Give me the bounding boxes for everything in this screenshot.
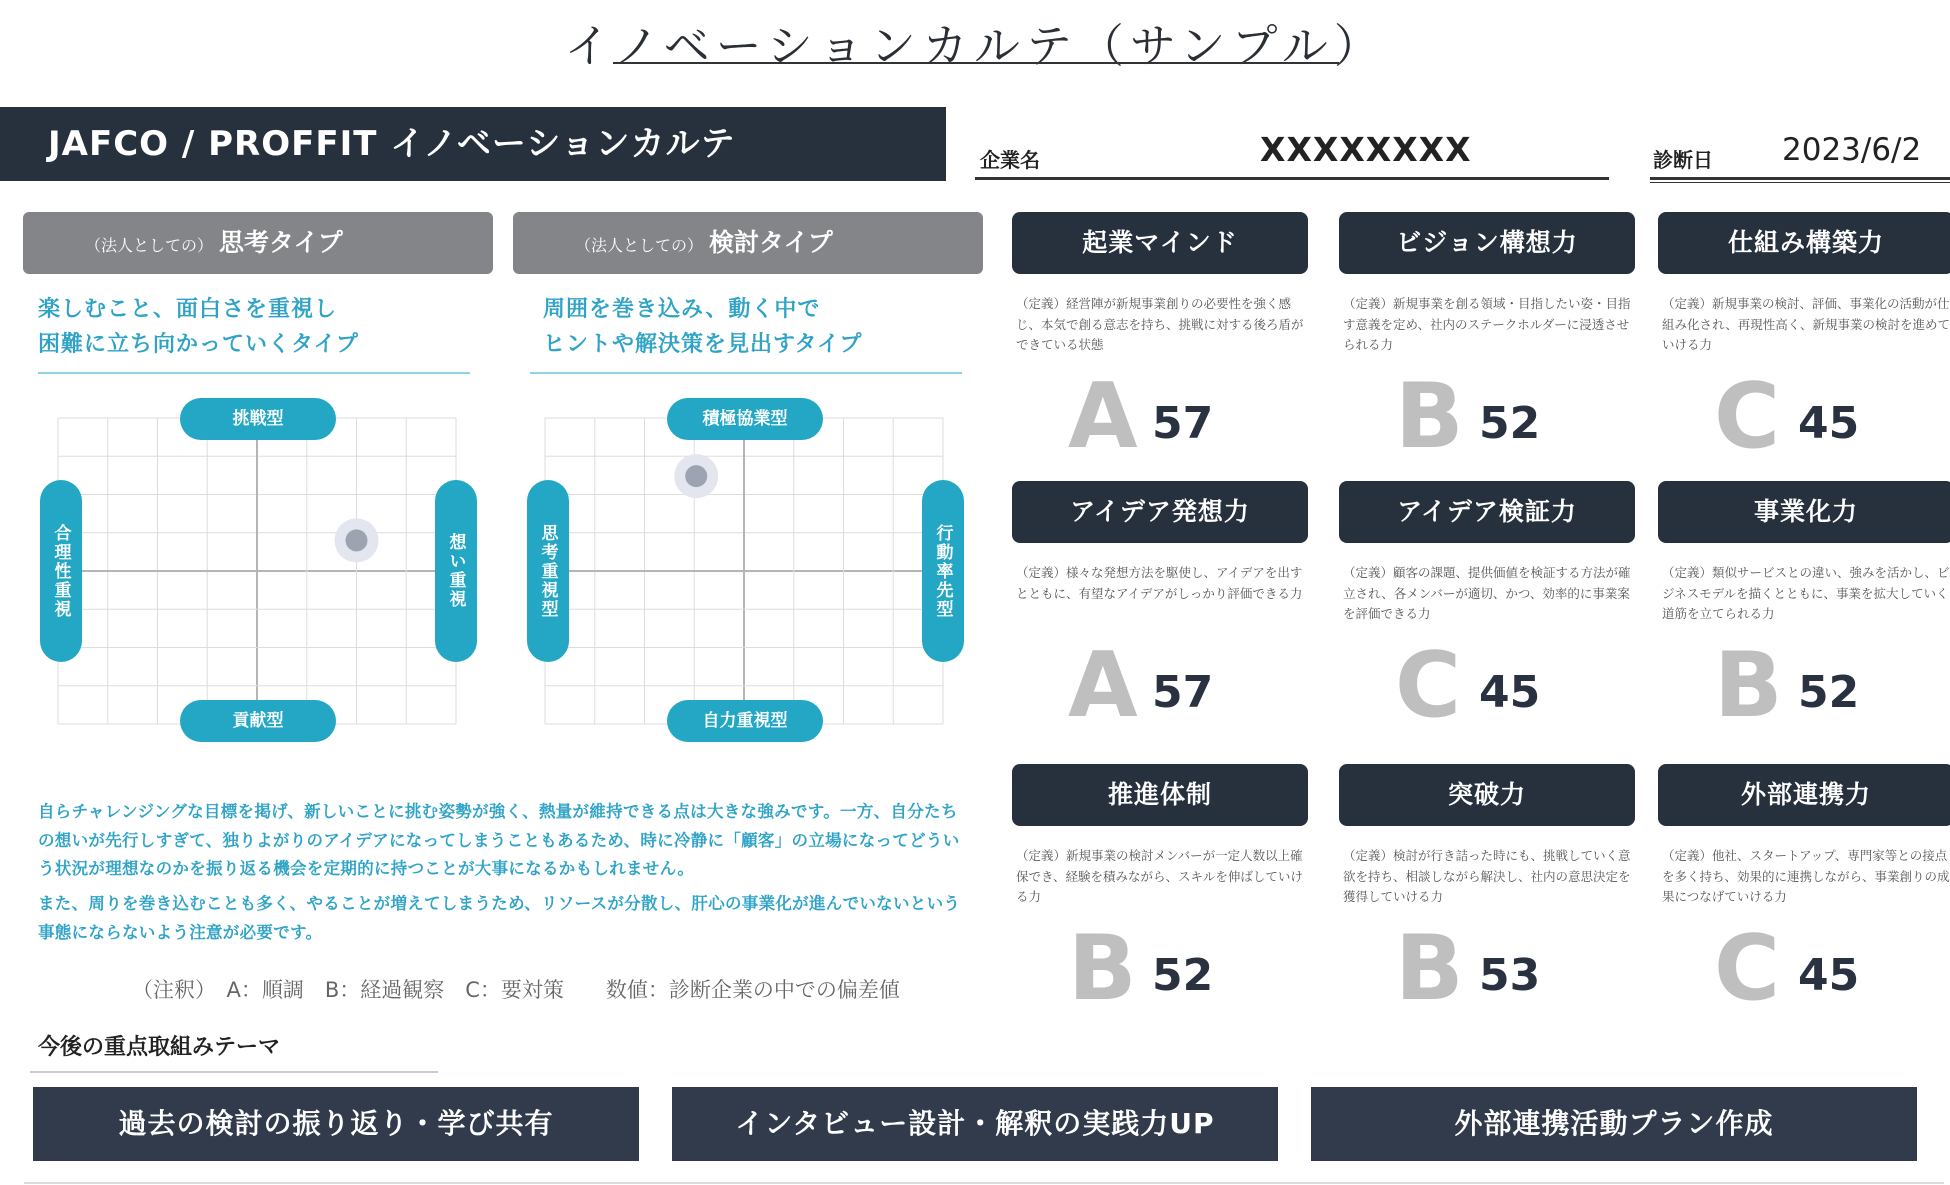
card-grade-breakthrough: B [1395, 916, 1464, 1021]
company-value: XXXXXXXX [1260, 130, 1472, 169]
card-definition-external-collaboration: （定義）他社、スタートアップ、専門家等との接点を多く持ち、効果的に連携しながら、事業創りの成果につなげていける力 [1662, 848, 1950, 904]
thinking-type-desc-line2: 困難に立ち向かっていくタイプ [38, 332, 359, 357]
card-definition-entrepreneurial-mind: （定義）経営陣が新規事業創りの必要性を強く感じ、本気で創る意志を持ち、挑戦に対する後ろ盾ができている状態 [1016, 296, 1304, 352]
card-grade-vision-design: B [1395, 364, 1464, 469]
company-label: 企業名 [980, 148, 1040, 172]
company-underline [975, 177, 1609, 180]
grade-legend: （注釈） A：順調 B：経過観察 C：要対策 数値：診断企業の中での偏差値 [132, 978, 900, 1002]
axis-rationality: 合理性重視 [40, 480, 82, 662]
thinking-type-matrix [38, 398, 478, 738]
axis-contribution-type: 貢献型 [180, 700, 336, 742]
axis-thinking-first: 思考重視型 [527, 480, 569, 662]
card-score-promotion-structure: 52 [1152, 950, 1214, 1001]
card-title-idea-validation: アイデア検証力 [1339, 481, 1635, 543]
card-title-system-building: 仕組み構築力 [1658, 212, 1950, 274]
axis-self-reliant-type: 自力重視型 [667, 700, 823, 742]
page-title: イノベーションカルテ（サンプル） [564, 19, 1386, 73]
card-title-idea-generation: アイデア発想力 [1012, 481, 1308, 543]
card-definition-vision-design: （定義）新規事業を創る領域・目指したい姿・目指す意義を定め、社内のステークホルダーに浸透させられる力 [1343, 296, 1631, 352]
bottom-divider [24, 1182, 1944, 1184]
thinking-type-prefix: （法人としての） [85, 236, 214, 255]
card-definition-idea-validation: （定義）顧客の課題、提供価値を検証する方法が確立され、各メンバーが適切、かつ、効率的に事業案を評価できる力 [1343, 565, 1631, 621]
review-type-prefix: （法人としての） [575, 236, 704, 255]
card-grade-system-building: C [1714, 364, 1781, 469]
thinking-type-description [38, 292, 359, 362]
focus-themes-title: 今後の重点取組みテーマ [38, 1035, 281, 1060]
thinking-type-header [23, 212, 493, 274]
review-type-matrix [525, 398, 965, 738]
analysis-paragraph-1: 自らチャレンジングな目標を掲げ、新しいことに挑む姿勢が強く、熱量が維持できる点は大きな強みです。一方、自分たちの想いが先行しすぎて、独りよがりのアイデアになってしまうこともあるため、時に冷静に「顧客」の立場になってどういう状況が理想なのかを振り返る機会を定期的に持つことが大事になるかもしれません。 [38, 802, 960, 878]
card-title-external-collaboration: 外部連携力 [1658, 764, 1950, 826]
thinking-type-divider [38, 372, 470, 374]
focus-theme-1: 過去の検討の振り返り・学び共有 [33, 1087, 639, 1161]
card-score-system-building: 45 [1798, 398, 1860, 449]
card-definition-idea-generation: （定義）様々な発想方法を駆使し、アイデアを出すとともに、有望なアイデアがしっかり評価できる力 [1016, 565, 1303, 601]
card-score-commercialization: 52 [1798, 667, 1860, 718]
axis-challenge-type: 挑戦型 [180, 398, 336, 440]
card-definition-promotion-structure: （定義）新規事業の検討メンバーが一定人数以上確保でき、経験を積みながら、スキルを伸ばしていける力 [1016, 848, 1303, 904]
card-definition-breakthrough: （定義）検討が行き詰った時にも、挑戦していく意欲を持ち、相談しながら解決し、社内の意思決定を獲得していける力 [1343, 848, 1631, 904]
card-score-idea-generation: 57 [1152, 667, 1214, 718]
card-definition-commercialization: （定義）類似サービスとの違い、強みを活かし、ビジネスモデルを描くとともに、事業を拡大していく道筋を立てられる力 [1662, 565, 1950, 621]
header-band-title: JAFCO / PROFFIT イノベーションカルテ [0, 107, 946, 181]
card-score-idea-validation: 45 [1479, 667, 1541, 718]
card-grade-entrepreneurial-mind: A [1068, 364, 1138, 469]
review-type-position-marker [685, 465, 707, 487]
title-underline [613, 62, 1339, 64]
review-type-desc-line2: ヒントや解決策を見出すタイプ [543, 332, 863, 357]
axis-passion: 想い重視 [435, 480, 477, 662]
card-score-entrepreneurial-mind: 57 [1152, 398, 1214, 449]
thinking-type-title: 思考タイプ [219, 228, 343, 257]
review-type-title: 検討タイプ [709, 228, 833, 257]
axis-active-collab-type: 積極協業型 [667, 398, 823, 440]
card-title-commercialization: 事業化力 [1658, 481, 1950, 543]
date-value: 2023/6/2 [1782, 132, 1922, 168]
thinking-type-position-marker [346, 529, 368, 551]
review-type-divider [530, 372, 962, 374]
card-title-breakthrough: 突破力 [1339, 764, 1635, 826]
focus-theme-2: インタビュー設計・解釈の実践力UP [672, 1087, 1278, 1161]
review-type-description [543, 292, 862, 362]
date-underline-thin [1650, 182, 1950, 183]
axis-action-first: 行動率先型 [922, 480, 964, 662]
card-grade-idea-validation: C [1395, 633, 1462, 738]
focus-themes-underline [30, 1071, 438, 1073]
focus-theme-3: 外部連携活動プラン作成 [1311, 1087, 1917, 1161]
analysis-paragraph-2: また、周りを巻き込むことも多く、やることが増えてしまうため、リソースが分散し、肝心の事業化が進んでいないという事態にならないよう注意が必要です。 [38, 894, 961, 942]
thinking-type-desc-line1: 楽しむこと、面白さを重視し [38, 297, 338, 322]
review-type-header [513, 212, 983, 274]
card-definition-system-building: （定義）新規事業の検討、評価、事業化の活動が仕組み化され、再現性高く、新規事業の検討を進めていける力 [1662, 296, 1950, 352]
card-grade-external-collaboration: C [1714, 916, 1781, 1021]
card-grade-promotion-structure: B [1068, 916, 1137, 1021]
card-grade-commercialization: B [1714, 633, 1783, 738]
card-grade-idea-generation: A [1068, 633, 1138, 738]
card-score-breakthrough: 53 [1479, 950, 1541, 1001]
card-title-entrepreneurial-mind: 起業マインド [1012, 212, 1308, 274]
card-score-vision-design: 52 [1479, 398, 1541, 449]
date-label: 診断日 [1653, 148, 1713, 172]
date-underline [1650, 177, 1950, 180]
card-title-vision-design: ビジョン構想力 [1339, 212, 1635, 274]
card-score-external-collaboration: 45 [1798, 950, 1860, 1001]
review-type-desc-line1: 周囲を巻き込み、動く中で [543, 297, 821, 322]
card-title-promotion-structure: 推進体制 [1012, 764, 1308, 826]
